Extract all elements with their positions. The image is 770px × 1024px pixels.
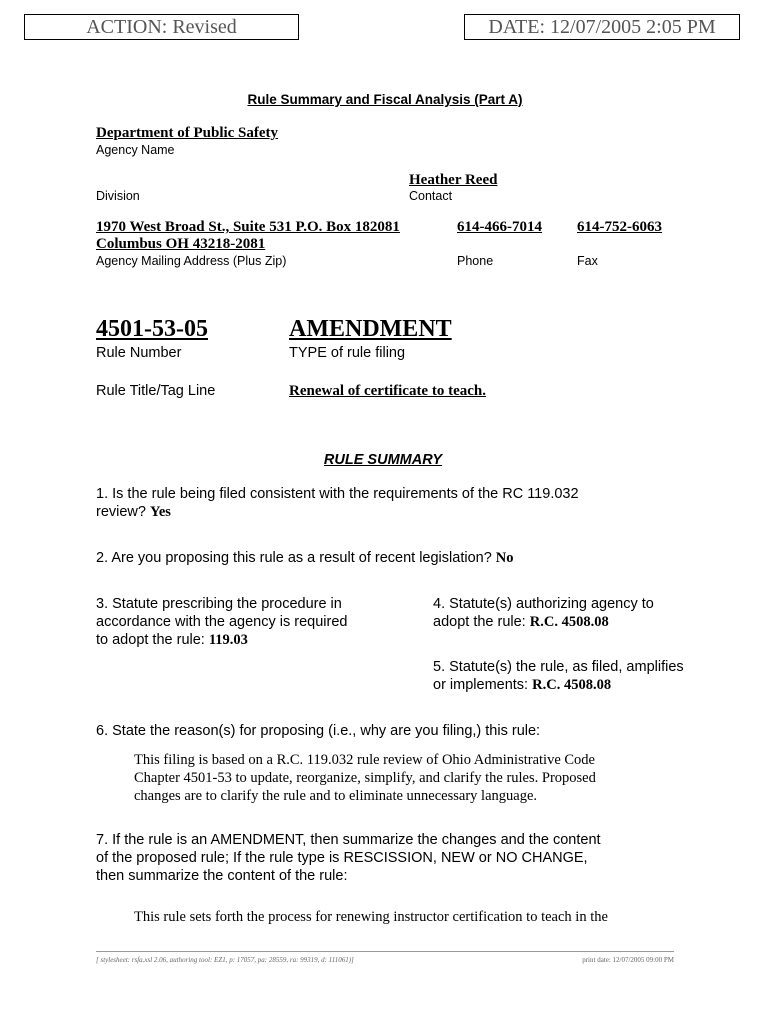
question-6-answer-line2: Chapter 4501-53 to update, reorganize, simplify, and clarify the rules. Proposed — [134, 770, 596, 786]
question-6-answer-line1: This filing is based on a R.C. 119.032 rule review of Ohio Administrative Code — [134, 752, 595, 768]
agency-name-value: Department of Public Safety — [96, 125, 279, 141]
contact-value: Heather Reed — [409, 172, 498, 188]
action-box: ACTION: Revised — [24, 14, 299, 40]
question-3-line3: to adopt the rule: — [96, 632, 205, 648]
rule-number-value: 4501-53-05 — [96, 316, 208, 342]
rule-title-label: Rule Title/Tag Line — [96, 383, 216, 399]
rule-type-label: TYPE of rule filing — [289, 345, 406, 361]
contact-label: Contact — [409, 189, 453, 203]
question-4-answer: R.C. 4508.08 — [529, 614, 609, 630]
question-1-line1: 1. Is the rule being filed consistent with the requirements of the RC 119.032 — [96, 486, 579, 502]
question-7 — [96, 831, 601, 885]
question-6-answer — [134, 751, 596, 805]
question-2 — [96, 549, 514, 567]
question-6-answer-line3: changes are to clarify the rule and to eliminate unnecessary language. — [134, 788, 538, 804]
phone-label: Phone — [457, 254, 494, 268]
question-4-line2: adopt the rule: — [433, 614, 526, 630]
question-3-line1: 3. Statute prescribing the procedure in — [96, 596, 342, 612]
phone-value: 614-466-7014 — [457, 219, 542, 235]
question-6: 6. State the reason(s) for proposing (i.e., why are you filing,) this rule: — [96, 723, 541, 739]
page-title: Rule Summary and Fiscal Analysis (Part A) — [247, 92, 523, 107]
question-3 — [96, 595, 347, 649]
question-7-line1: 7. If the rule is an AMENDMENT, then summarize the changes and the content — [96, 832, 601, 848]
question-4 — [433, 595, 654, 631]
question-5 — [433, 658, 684, 694]
question-2-answer: No — [495, 550, 514, 566]
footer-print-date: print date: 12/07/2005 09:00 PM — [582, 956, 674, 964]
question-7-line3: then summarize the content of the rule: — [96, 868, 348, 884]
question-1-line2: review? — [96, 504, 146, 520]
fax-value: 614-752-6063 — [577, 219, 662, 235]
address-line1: 1970 West Broad St., Suite 531 P.O. Box 182081 — [96, 219, 400, 235]
question-2-text: 2. Are you proposing this rule as a result of recent legislation? — [96, 550, 492, 566]
agency-name-label: Agency Name — [96, 143, 175, 157]
question-5-line2: or implements: — [433, 677, 529, 693]
question-5-line1: 5. Statute(s) the rule, as filed, amplifies — [433, 659, 684, 675]
rule-summary-heading: RULE SUMMARY — [323, 452, 443, 468]
question-3-line2: accordance with the agency is required — [96, 614, 348, 630]
rule-title-value: Renewal of certificate to teach. — [289, 383, 486, 399]
question-5-answer: R.C. 4508.08 — [532, 677, 612, 693]
rule-number-label: Rule Number — [96, 345, 182, 361]
question-3-answer: 119.03 — [208, 632, 248, 648]
question-1 — [96, 485, 579, 521]
question-1-answer: Yes — [150, 504, 171, 520]
question-7-line2: of the proposed rule; If the rule type is RESCISSION, NEW or NO CHANGE, — [96, 850, 588, 866]
address-line2: Columbus OH 43218-2081 — [96, 236, 266, 252]
question-7-answer: This rule sets forth the process for renewing instructor certification to teach in the — [134, 909, 608, 925]
division-label: Division — [96, 189, 140, 203]
fax-label: Fax — [577, 254, 598, 268]
question-4-line1: 4. Statute(s) authorizing agency to — [433, 596, 654, 612]
footer-stylesheet-info: [ stylesheet: rsfa.xsl 2.06, authoring tool: EZ1, p: 17057, pa: 28559, ra: 99319, d: 111061)] — [96, 956, 354, 964]
date-box: DATE: 12/07/2005 2:05 PM — [464, 14, 740, 40]
footer-divider — [96, 951, 674, 952]
rule-type-value: AMENDMENT — [289, 316, 452, 342]
address-label: Agency Mailing Address (Plus Zip) — [96, 254, 287, 268]
